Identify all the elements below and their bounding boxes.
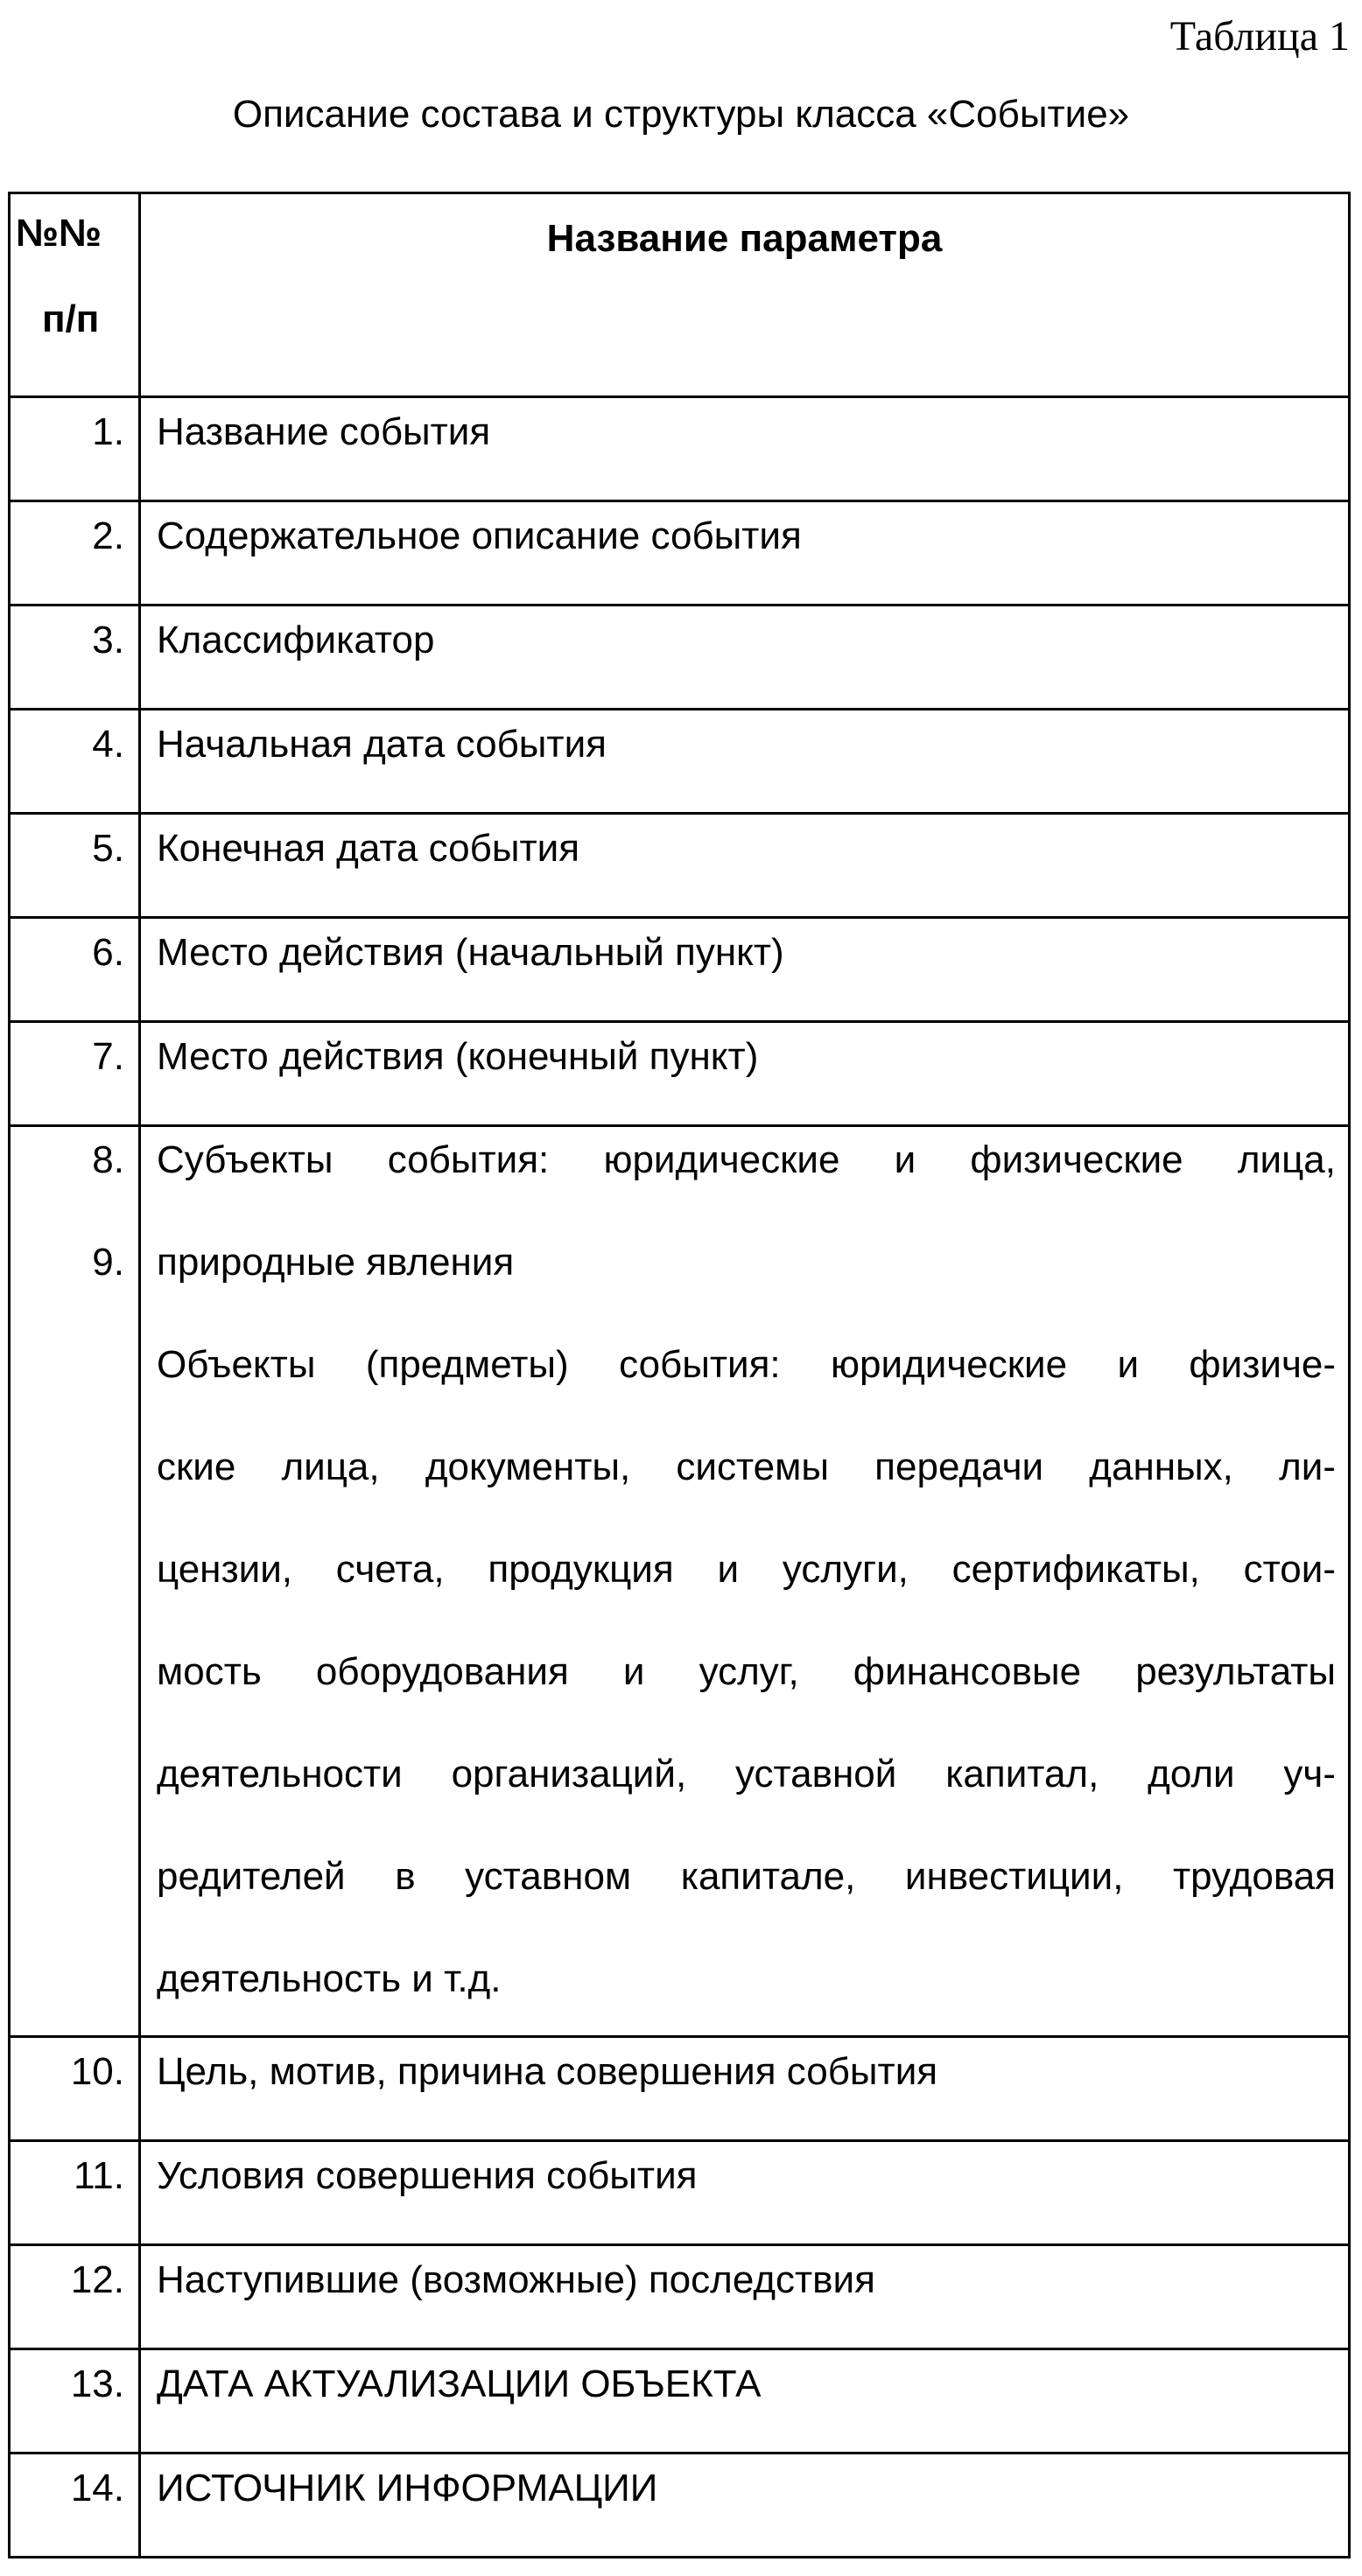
row-parameter-name: Начальная дата события <box>157 710 1336 768</box>
header-name-label: Название параметра <box>141 217 1348 261</box>
row-parameter-cell <box>140 2245 1350 2349</box>
row-parameter-cell <box>140 814 1350 918</box>
row-parameter-name: Условия совершения события <box>157 2142 1336 2200</box>
row-number-cell <box>10 710 140 814</box>
row-number: 7. <box>11 1023 124 1081</box>
row-parameter-name: ИСТОЧНИК ИНФОРМАЦИИ <box>157 2454 1336 2512</box>
row-parameter-name: Место действия (начальный пункт) <box>157 919 1336 976</box>
row-number-cell <box>10 397 140 501</box>
row-parameter-cell <box>140 1126 1350 2037</box>
parameter-line: ские лица, документы, системы передачи данных, ли- <box>157 1416 1336 1518</box>
table-number-label: Таблица 1 <box>1170 12 1350 60</box>
row-number: 4. <box>11 710 124 768</box>
parameter-line: природные явления <box>157 1211 1336 1313</box>
row-parameter-cell <box>140 918 1350 1022</box>
row-numbers <box>11 1109 124 1313</box>
row-number-cell <box>10 918 140 1022</box>
header-number-cell <box>10 193 140 397</box>
row-number: 9. <box>11 1211 124 1313</box>
parameter-line: Объекты (предметы) события: юридические и физиче- <box>157 1313 1336 1416</box>
parameter-line: Субъекты события: юридические и физические лица, <box>157 1109 1336 1211</box>
row-number-cell <box>10 2037 140 2141</box>
parameter-line: деятельность и т.д. <box>157 1928 1336 2030</box>
row-number-cell <box>10 2245 140 2349</box>
row-number: 3. <box>11 606 124 664</box>
row-number-cell <box>10 2454 140 2558</box>
row-parameter-name: Классификатор <box>157 606 1336 664</box>
row-number-cell <box>10 501 140 606</box>
row-parameter-name: Место действия (конечный пункт) <box>157 1023 1336 1081</box>
parameter-line: деятельности организаций, уставной капитал, доли уч- <box>157 1723 1336 1825</box>
row-number: 5. <box>11 815 124 872</box>
header-pp-label: п/п <box>42 298 99 341</box>
table-row <box>10 606 1350 710</box>
table-row <box>10 2037 1350 2141</box>
row-parameter-name: Наступившие (возможные) последствия <box>157 2246 1336 2304</box>
table-row <box>10 2245 1350 2349</box>
parameter-line: мость оборудования и услуг, финансовые результаты <box>157 1620 1336 1723</box>
row-parameter-name: Содержательное описание события <box>157 502 1336 560</box>
row-number-cell <box>10 1126 140 2037</box>
row-parameter-cell <box>140 2349 1350 2454</box>
table-row <box>10 2454 1350 2558</box>
table-row <box>10 397 1350 501</box>
row-number: 1. <box>11 398 124 456</box>
row-number: 6. <box>11 919 124 976</box>
row-parameter-cell <box>140 501 1350 606</box>
row-parameter-cell <box>140 2141 1350 2245</box>
row-parameter-cell <box>140 710 1350 814</box>
row-parameter-name: Конечная дата события <box>157 815 1336 872</box>
table-row <box>10 918 1350 1022</box>
row-number-cell <box>10 606 140 710</box>
row-number-cell <box>10 814 140 918</box>
table-row-merged <box>10 1126 1350 2037</box>
table-row <box>10 814 1350 918</box>
row-parameter-text <box>157 1109 1336 2030</box>
row-number: 10. <box>11 2038 124 2096</box>
header-name-cell <box>140 193 1350 397</box>
row-number-cell <box>10 2349 140 2454</box>
row-number: 8. <box>11 1109 124 1211</box>
event-class-table <box>8 192 1351 2558</box>
row-parameter-cell <box>140 2454 1350 2558</box>
parameter-line: цензии, счета, продукция и услуги, сертификаты, стои- <box>157 1518 1336 1620</box>
row-parameter-name: ДАТА АКТУАЛИЗАЦИИ ОБЪЕКТА <box>157 2350 1336 2408</box>
parameter-line: редителей в уставном капитале, инвестиции, трудовая <box>157 1825 1336 1928</box>
row-number: 2. <box>11 502 124 560</box>
table-header-row <box>10 193 1350 397</box>
row-number: 11. <box>11 2142 124 2200</box>
table-row <box>10 2141 1350 2245</box>
table-row <box>10 501 1350 606</box>
row-parameter-cell <box>140 397 1350 501</box>
row-number-cell <box>10 2141 140 2245</box>
table-row <box>10 710 1350 814</box>
row-parameter-name: Цель, мотив, причина совершения события <box>157 2038 1336 2096</box>
row-parameter-cell <box>140 2037 1350 2141</box>
row-parameter-name: Название события <box>157 398 1336 456</box>
table-caption: Описание состава и структуры класса «Событие» <box>0 93 1362 136</box>
row-number: 13. <box>11 2350 124 2408</box>
table-row <box>10 2349 1350 2454</box>
header-number-label: №№ <box>16 212 102 256</box>
row-number: 14. <box>11 2454 124 2512</box>
row-parameter-cell <box>140 606 1350 710</box>
row-number: 12. <box>11 2246 124 2304</box>
